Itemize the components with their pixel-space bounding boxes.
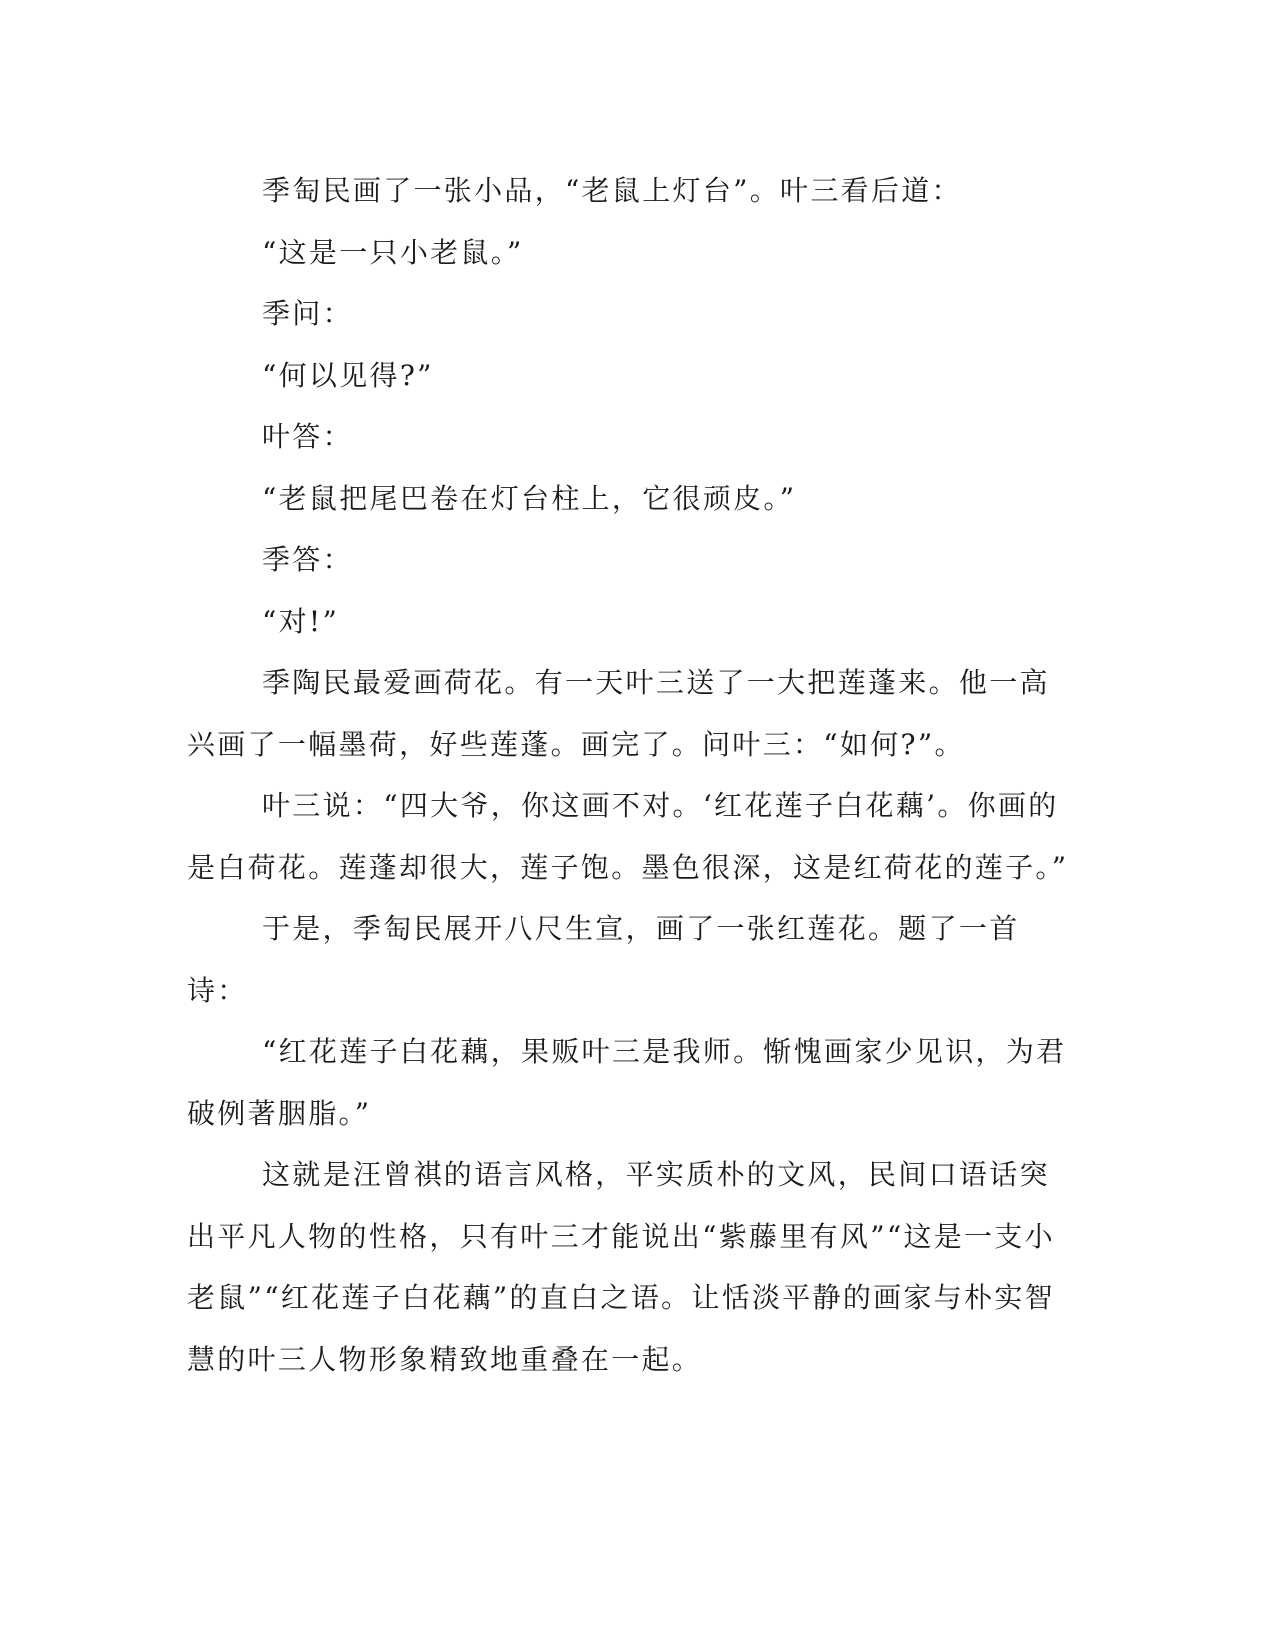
paragraph-4: “何以见得?” [262,358,434,392]
paragraph-1: 季匋民画了一张小品，“老鼠上灯台”。叶三看后道： [262,174,962,207]
paragraph-6: “老鼠把尾巴卷在灯台柱上，它很顽皮。” [262,481,797,515]
paragraph-7: 季答： [262,543,353,576]
paragraph-3: 季问： [262,297,353,330]
paragraph-8: “对!” [262,604,340,638]
paragraph-5: 叶答： [262,420,353,453]
paragraph-13: 这就是汪曾祺的语言风格，平实质朴的文风，民间口语话突出平凡人物的性格，只有叶三才能说出“紫藤里有风”“这是一支小老鼠”“红花莲子白花藕”的直白之语。让恬淡平静的画家与朴实智慧的叶三人物形象精致地重叠在一起。 [187,1158,1055,1376]
paragraph-10: 叶三说：“四大爷，你这画不对。‘红花莲子白花藕’。你画的是白荷花。莲蓬却很大，莲子饱。墨色很深，这是红荷花的莲子。” [187,789,1069,884]
document-body [187,160,1077,1390]
paragraph-9: 季陶民最爱画荷花。有一天叶三送了一大把莲蓬来。他一高兴画了一幅墨荷，好些莲蓬。画完了。问叶三：“如何?”。 [187,666,1050,761]
paragraph-12: “红花莲子白花藕，果贩叶三是我师。惭愧画家少见识，为君破例著胭脂。” [187,1035,1067,1130]
paragraph-2: “这是一只小老鼠。” [262,235,524,269]
paragraph-11: 于是，季匋民展开八尺生宣，画了一张红莲花。题了一首诗： [187,912,1020,1007]
